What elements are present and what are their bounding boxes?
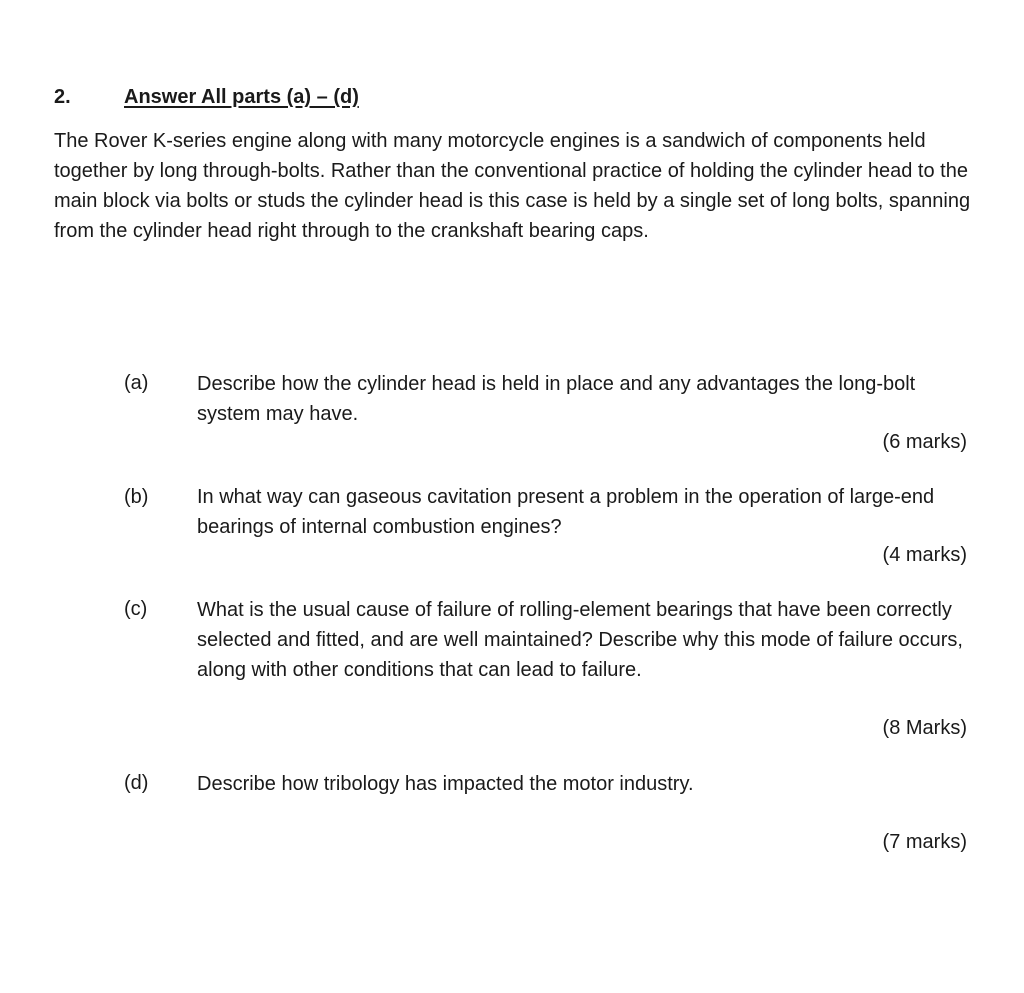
part-d-marks: (7 marks) [882, 831, 967, 853]
part-b-label: (b) [124, 486, 149, 508]
part-a-label: (a) [124, 372, 149, 394]
part-c-label: (c) [124, 598, 148, 620]
question-number: 2. [54, 86, 71, 108]
part-b-text: In what way can gaseous cavitation present a problem in the operation of large-end bearings of internal combustion engines? [197, 486, 935, 538]
part-a-marks: (6 marks) [882, 431, 967, 453]
question-heading: Answer All parts (a) – (d) [124, 86, 359, 108]
part-c-marks: (8 Marks) [882, 717, 967, 739]
question-intro: The Rover K-series engine along with many motorcycle engines is a sandwich of components held together by long through-bolts. Rather than the conventional practice of holding the cylinder head to the main block via bolts or studs the cylinder head is this case is held by a single set of long bolts, spanning from the cylinder head right through to the crankshaft bearing caps. [54, 130, 971, 242]
part-a-text: Describe how the cylinder head is held in place and any advantages the long-bolt system may have. [197, 373, 916, 425]
part-b-marks: (4 marks) [882, 544, 967, 566]
part-c-text: What is the usual cause of failure of rolling-element bearings that have been correctly selected and fitted, and are well maintained? Describe why this mode of failure occurs, along with other conditions that can lead to failure. [197, 599, 963, 681]
part-d-label: (d) [124, 772, 149, 794]
part-d-text: Describe how tribology has impacted the motor industry. [197, 773, 694, 795]
